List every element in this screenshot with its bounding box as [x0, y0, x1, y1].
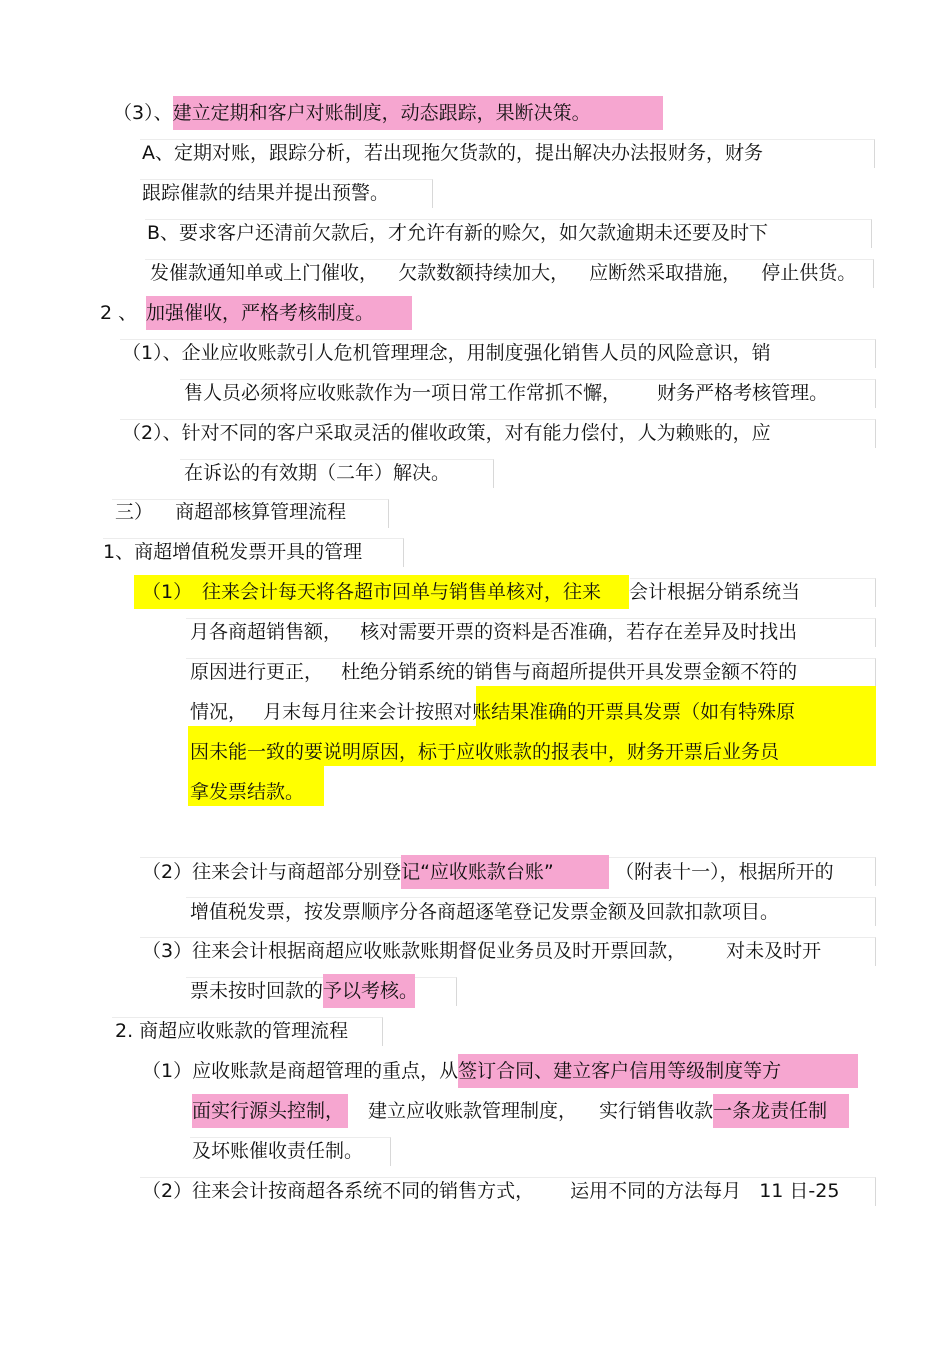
text-run: 月各商超销售额，: [190, 621, 343, 643]
highlighted-text: 记“应收账款台账”: [401, 855, 609, 889]
highlighted-text: 予以考核。: [323, 974, 415, 1008]
highlighted-text: 拿发票结款。: [190, 781, 305, 803]
section-heading: [115, 1014, 348, 1048]
text-run: 1、商超增值税发票开具的管理: [103, 541, 363, 563]
paragraph-line: [142, 934, 821, 968]
text-run: （2）往来会计与商超部分别登: [142, 861, 402, 883]
text-run: 建立应收账款管理制度，: [368, 1100, 578, 1122]
text-run: （2）往来会计按商超各系统不同的销售方式，: [142, 1180, 535, 1202]
text-run: 2 、: [100, 302, 138, 324]
text-run: 在诉讼的有效期（二年）解决。: [184, 462, 451, 484]
text-run: 应断然采取措施，: [589, 262, 742, 284]
text-run: 跟踪催款的结果并提出预警。: [142, 182, 390, 204]
paragraph-line: [190, 615, 797, 649]
text-run: 财务严格考核管理。: [657, 382, 829, 404]
text-run: 情况，: [190, 701, 248, 723]
text-run: 核对需要开票的资料是否准确，若存在差异及时找出: [360, 621, 798, 643]
text-run: 发催款通知单或上门催收，: [150, 262, 379, 284]
text-run: （附表十一），根据所开的: [615, 861, 834, 883]
text-run: （1）、企业应收账款引人危机管理理念，用制度强化销售人员的风险意识，销: [122, 342, 771, 364]
paragraph-line: [190, 895, 779, 929]
section-heading: [103, 535, 362, 569]
highlighted-text: 面实行源头控制，: [192, 1094, 348, 1128]
text-run: 三）: [115, 501, 154, 523]
highlighted-text: 一条龙责任制: [713, 1094, 849, 1128]
paragraph-line: [184, 376, 828, 410]
text-run: 11 日-25: [759, 1180, 840, 1202]
paragraph-line: [190, 775, 304, 809]
text-run: 月末每月往来会计按照对: [263, 701, 473, 723]
text-run: 欠款数额持续加大，: [398, 262, 570, 284]
text-run: （1）应收账款是商超管理的重点，从: [142, 1060, 459, 1082]
text-run: 原因进行更正，: [190, 661, 324, 683]
paragraph-line: [190, 695, 795, 729]
paragraph-line: [190, 974, 419, 1008]
text-run: 停止供货。: [761, 262, 857, 284]
paragraph-line: [192, 1094, 849, 1128]
text-run: B、要求客户还清前欠款后，才允许有新的赊欠，如欠款逾期未还要及时下: [147, 222, 769, 244]
paragraph-line: [190, 735, 779, 769]
text-run: （3）往来会计根据商超应收账款账期督促业务员及时开票回款，: [142, 940, 687, 962]
highlighted-text: 因未能一致的要说明原因，标于应收账款的报表中，财务开票后业务员: [190, 741, 780, 763]
highlighted-text: 建立定期和客户对账制度，动态跟踪，果断决策。: [173, 96, 663, 130]
text-run: 及坏账催收责任制。: [192, 1140, 364, 1162]
text-run: 商超部核算管理流程: [175, 501, 347, 523]
paragraph-line: [142, 1174, 839, 1208]
highlighted-text: 签订合同、建立客户信用等级制度等方: [458, 1054, 858, 1088]
highlighted-text: 账结果准确的开票具发票（如有特殊原: [472, 701, 796, 723]
paragraph-line: [142, 855, 834, 889]
paragraph-line: [192, 1134, 363, 1168]
paragraph-line: [184, 456, 450, 490]
text-run: （2）、针对不同的客户采取灵活的催收政策，对有能力偿付，人为赖账的，应: [122, 422, 771, 444]
paragraph-line: [150, 256, 856, 290]
highlighted-text: 加强催收，严格考核制度。: [146, 296, 412, 330]
section-heading: [115, 495, 346, 529]
section-heading: [100, 296, 412, 330]
highlighted-text: （1）: [134, 575, 202, 609]
text-run: 2. 商超应收账款的管理流程: [115, 1020, 349, 1042]
paragraph-line: [122, 336, 771, 370]
paragraph-line: [142, 176, 389, 210]
text-run: 运用不同的方法每月: [570, 1180, 742, 1202]
text-run: 增值税发票，按发票顺序分各商超逐笔登记发票金额及回款扣款项目。: [190, 901, 780, 923]
text-run: 实行销售收款: [599, 1100, 714, 1122]
text-run: 对未及时开: [726, 940, 822, 962]
text-run: （3）、: [113, 102, 173, 124]
paragraph-line: [134, 575, 800, 609]
paragraph-line: [122, 416, 771, 450]
paragraph-line: [147, 216, 768, 250]
text-run: 杜绝分销系统的销售与商超所提供开具发票金额不符的: [341, 661, 798, 683]
text-run: 售人员必须将应收账款作为一项日常工作常抓不懈，: [184, 382, 622, 404]
paragraph-line: [190, 655, 797, 689]
text-run: 会计根据分销系统当: [629, 581, 801, 603]
highlighted-text: 往来会计每天将各超市回单与销售单核对，往来: [202, 575, 629, 609]
paragraph-line: [113, 96, 663, 130]
paragraph-line: [142, 136, 763, 170]
text-run: A、定期对账，跟踪分析，若出现拖欠货款的，提出解决办法报财务，财务: [142, 142, 763, 164]
text-run: 票未按时回款的: [190, 980, 324, 1002]
paragraph-line: [142, 1054, 858, 1088]
